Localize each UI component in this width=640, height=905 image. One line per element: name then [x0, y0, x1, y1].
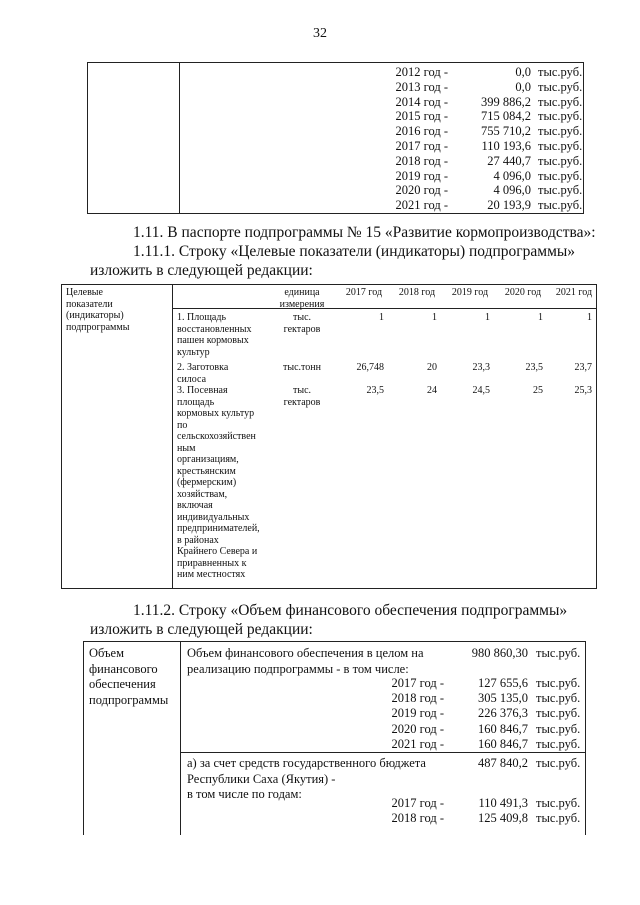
year-label: 2012 год - — [395, 65, 448, 79]
indicator-value: 24 — [427, 385, 437, 396]
left-header-line: финансового — [89, 661, 158, 676]
year-unit: тыс.руб. — [536, 736, 581, 751]
year-unit: тыс.руб. — [538, 139, 583, 153]
year-value: 125 409,8 — [478, 811, 528, 826]
indicator-name-line: Крайнего Севера и — [177, 546, 258, 557]
year-unit: тыс.руб. — [536, 691, 581, 706]
indicator-name-line: кормовых культур — [177, 408, 255, 419]
unit-header-line: единица — [284, 287, 320, 298]
page-number: 32 — [313, 26, 327, 41]
section-a-line: а) за счет средств государственного бюджета — [187, 756, 426, 770]
year-value: 160 846,7 — [478, 721, 528, 736]
paragraph-1-11-2-cont: изложить в следующей редакции: — [90, 621, 313, 638]
year-label: 2021 год - — [395, 198, 448, 213]
indicator-name-line: организациям, — [177, 454, 239, 465]
target-indicators-table — [61, 284, 597, 589]
paragraph-1-11-1-cont: изложить в следующей редакции: — [90, 262, 313, 279]
indicator-name — [177, 312, 272, 358]
indicator-name-line: ным — [177, 442, 196, 454]
section-a-unit: тыс.руб. — [536, 756, 581, 770]
indicator-value: 1 — [379, 312, 384, 323]
year-unit: тыс.руб. — [536, 676, 581, 690]
indicator-value: 1 — [587, 312, 592, 323]
year-row — [88, 154, 585, 169]
year-label: 2020 год - — [395, 183, 448, 198]
left-header-line: Целевые — [66, 287, 103, 298]
indicator-unit — [272, 312, 332, 335]
year-row — [88, 198, 585, 213]
left-header-line: показатели — [66, 298, 113, 310]
year-header: 2017 год — [345, 287, 383, 298]
year-unit: тыс.руб. — [538, 94, 583, 109]
indicator-name-line: восстановленных — [177, 323, 252, 335]
year-value: 755 710,2 — [481, 124, 531, 139]
indicator-unit — [272, 362, 332, 374]
year-label: 2014 год - — [395, 94, 448, 109]
indicator-value: 23,3 — [472, 362, 490, 373]
year-row — [88, 169, 585, 184]
year-label: 2020 год - — [391, 721, 444, 736]
year-row — [88, 139, 585, 154]
indicator-unit-line: гектаров — [283, 323, 321, 335]
indicator-unit-line: тыс.тонн — [283, 362, 321, 373]
year-value: 20 193,9 — [487, 198, 531, 213]
indicator-name-line: приравненных к — [177, 557, 247, 569]
year-value: 27 440,7 — [487, 153, 531, 168]
indicator-name-line: по — [177, 419, 188, 431]
indicator-value: 1 — [485, 312, 490, 323]
year-row — [88, 109, 585, 124]
financing-table — [83, 641, 586, 835]
indicator-name-line: включая — [177, 500, 213, 511]
year-unit: тыс.руб. — [538, 109, 583, 124]
total-description — [187, 646, 424, 677]
indicator-name-line: 3. Посевная — [177, 385, 228, 396]
indicator-name-line: 2. Заготовка — [177, 362, 229, 373]
year-value: 4 096,0 — [493, 168, 531, 183]
indicator-name-line: хозяйствам, — [177, 488, 228, 500]
year-header: 2019 год — [451, 287, 489, 298]
left-header-line: подпрограммы — [66, 321, 130, 333]
indicator-unit-line: тыс. — [292, 385, 312, 396]
year-value: 305 135,0 — [478, 691, 528, 706]
year-row — [88, 124, 585, 139]
indicator-name-line: культур — [177, 346, 210, 358]
indicator-name-line: индивидуальных — [177, 511, 250, 523]
indicator-value: 25 — [533, 385, 543, 396]
year-label: 2018 год - — [395, 153, 448, 168]
year-label: 2019 год - — [391, 706, 444, 721]
column-divider — [172, 285, 173, 588]
paragraph-1-11: 1.11. В паспорте подпрограммы № 15 «Развитие кормопроизводства»: — [133, 224, 596, 241]
indicator-name — [177, 362, 272, 385]
year-row — [88, 183, 585, 198]
indicator-value: 1 — [432, 312, 437, 323]
year-unit: тыс.руб. — [538, 198, 583, 213]
indicator-name-line: силоса — [177, 373, 207, 385]
year-unit: тыс.руб. — [538, 79, 583, 94]
year-value: 4 096,0 — [493, 183, 531, 198]
left-header-line: подпрограммы — [89, 692, 169, 707]
year-value: 226 376,3 — [478, 706, 528, 721]
year-value: 160 846,7 — [478, 736, 528, 751]
total-unit: тыс.руб. — [536, 646, 581, 660]
left-header — [66, 287, 129, 333]
total-line: Объем финансового обеспечения в целом на — [187, 646, 424, 660]
total-value: 980 860,30 — [471, 646, 528, 660]
year-header: 2020 год — [504, 287, 542, 298]
header-divider — [172, 308, 596, 309]
year-row — [88, 95, 585, 110]
section-a-line: в том числе по годам: — [187, 787, 302, 801]
paragraph-1-11-1: 1.11.1. Строку «Целевые показатели (индикаторы) подпрограммы» — [133, 243, 576, 260]
indicator-value: 20 — [427, 362, 437, 373]
year-label: 2017 год - — [391, 676, 444, 690]
indicator-name-line: сельскохозяйствен — [177, 431, 256, 442]
year-unit: тыс.руб. — [536, 721, 581, 736]
indicator-name-line: (фермерским) — [177, 477, 237, 488]
indicator-name-line: ним местностях — [177, 569, 246, 580]
indicator-name-line: предпринимателей, — [177, 523, 260, 534]
indicator-unit-line: тыс. — [292, 312, 312, 323]
total-line: реализацию подпрограммы - в том числе: — [187, 661, 409, 676]
indicator-value: 24,5 — [472, 385, 490, 396]
indicator-value: 23,7 — [574, 362, 592, 373]
year-unit: тыс.руб. — [536, 796, 581, 810]
unit-header — [272, 287, 332, 310]
year-unit: тыс.руб. — [538, 65, 583, 79]
year-unit: тыс.руб. — [536, 811, 581, 826]
indicator-value: 26,748 — [356, 362, 384, 373]
section-a-value: 487 840,2 — [478, 756, 528, 770]
indicator-value: 23,5 — [525, 362, 543, 373]
year-value: 0,0 — [515, 65, 531, 79]
year-header: 2021 год — [555, 287, 593, 298]
year-unit: тыс.руб. — [538, 183, 583, 198]
year-header: 2018 год — [398, 287, 436, 298]
indicator-name-line: в районах — [177, 534, 219, 546]
year-value: 110 491,3 — [478, 796, 528, 810]
indicator-unit-line: гектаров — [283, 396, 321, 408]
year-value: 110 193,6 — [481, 139, 531, 153]
left-header — [89, 646, 168, 708]
indicator-name-line: площадь — [177, 396, 215, 408]
year-row — [88, 65, 585, 80]
year-unit: тыс.руб. — [536, 706, 581, 721]
year-unit: тыс.руб. — [538, 124, 583, 139]
indicator-value: 25,3 — [574, 385, 592, 396]
paragraph-1-11-2: 1.11.2. Строку «Объем финансового обеспечения подпрограммы» — [133, 602, 568, 619]
year-value: 0,0 — [515, 79, 531, 94]
year-value: 127 655,6 — [478, 676, 528, 690]
left-header-line: (индикаторы) — [66, 310, 124, 321]
indicator-value: 23,5 — [366, 385, 384, 396]
year-label: 2013 год - — [395, 79, 448, 94]
year-label: 2018 год - — [391, 691, 444, 706]
funding-years-table — [87, 62, 584, 214]
indicator-unit — [272, 385, 332, 408]
year-label: 2019 год - — [395, 168, 448, 183]
left-header-line: обеспечения — [89, 677, 156, 691]
year-unit: тыс.руб. — [538, 153, 583, 168]
year-label: 2018 год - — [391, 811, 444, 826]
year-label: 2015 год - — [395, 109, 448, 124]
year-value: 715 084,2 — [481, 109, 531, 124]
column-divider — [180, 642, 181, 835]
year-row — [88, 80, 585, 95]
year-value: 399 886,2 — [481, 94, 531, 109]
indicator-name-line: пашен кормовых — [177, 335, 249, 346]
year-label: 2021 год - — [391, 736, 444, 751]
left-header-line: Объем — [89, 646, 124, 660]
indicator-name — [177, 385, 272, 581]
year-unit: тыс.руб. — [538, 168, 583, 183]
section-a-line: Республики Саха (Якутия) - — [187, 771, 336, 786]
indicator-name-line: крестьянским — [177, 465, 236, 477]
year-label: 2016 год - — [395, 124, 448, 139]
indicator-value: 1 — [538, 312, 543, 323]
year-label: 2017 год - — [395, 139, 448, 153]
unit-header-line: измерения — [279, 298, 325, 310]
indicator-name-line: 1. Площадь — [177, 312, 226, 323]
year-label: 2017 год - — [391, 796, 444, 810]
